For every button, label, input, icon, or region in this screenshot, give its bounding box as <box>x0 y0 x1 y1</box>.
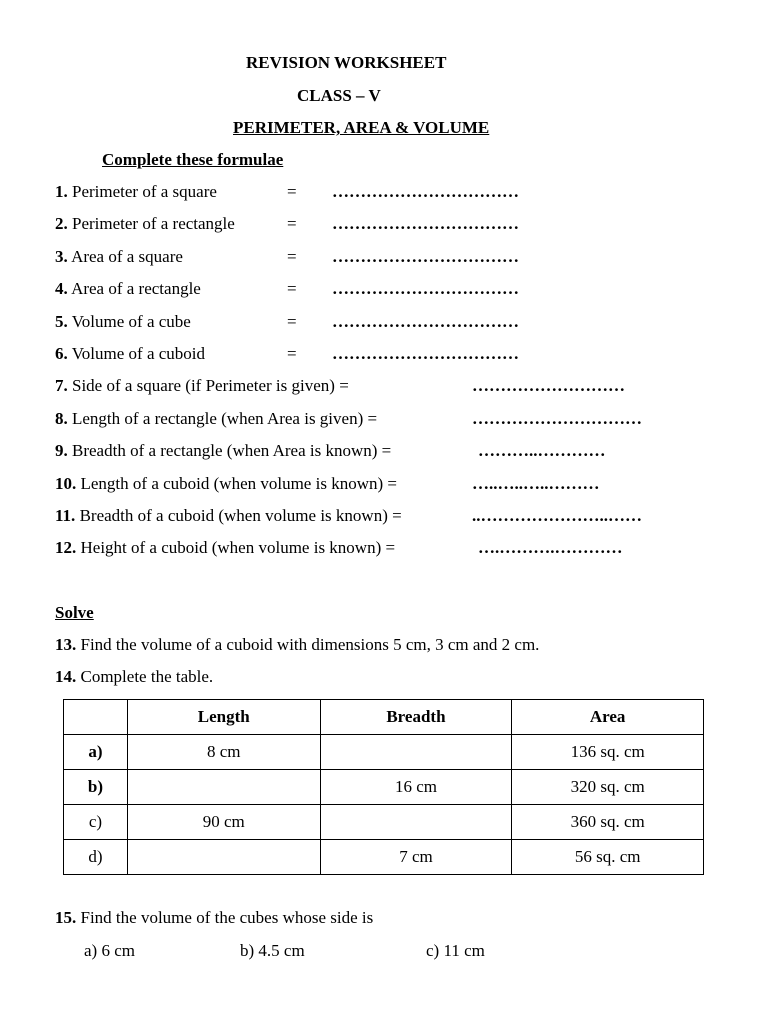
row-label: a) <box>64 735 128 770</box>
item-text: Length of a rectangle (when Area is given) = <box>72 409 378 428</box>
question-text: Complete the table. <box>80 667 214 686</box>
equals-sign: = <box>287 279 297 298</box>
answer-blank: …………………………… <box>332 247 519 266</box>
equals-sign: = <box>287 214 297 233</box>
table-header-cell <box>64 700 128 735</box>
answer-blank: ….……….………… <box>478 538 623 557</box>
equals-sign: = <box>287 247 297 266</box>
answer-blank: …………………………… <box>332 182 519 201</box>
formula-item <box>55 279 201 299</box>
formula-item <box>55 474 397 494</box>
equals-sign: = <box>287 182 297 201</box>
table-header-cell: Breadth <box>320 700 512 735</box>
item-number: 10. <box>55 474 77 493</box>
answer-blank: …………………………… <box>332 344 519 363</box>
item-text: Side of a square (if Perimeter is given) = <box>72 376 349 395</box>
topic-title: PERIMETER, AREA & VOLUME <box>233 118 490 137</box>
item-text: Area of a rectangle <box>71 279 201 298</box>
option-c: c) 11 cm <box>426 941 485 960</box>
answer-blank: ……………………… <box>472 376 625 395</box>
item-text: Breadth of a cuboid (when volume is known) = <box>79 506 402 525</box>
formula-item <box>55 182 217 202</box>
breadth-cell: 7 cm <box>320 840 512 875</box>
area-cell: 360 sq. cm <box>512 805 704 840</box>
length-cell <box>127 840 320 875</box>
breadth-cell <box>320 805 512 840</box>
formula-item <box>55 538 395 558</box>
question-number: 13. <box>55 635 77 654</box>
length-cell: 8 cm <box>127 735 320 770</box>
class-label: CLASS – V <box>297 86 381 105</box>
worksheet-title: REVISION WORKSHEET <box>246 53 447 72</box>
item-number: 3. <box>55 247 68 266</box>
length-cell: 90 cm <box>127 805 320 840</box>
breadth-cell <box>320 735 512 770</box>
option-b: b) 4.5 cm <box>240 941 305 960</box>
table-row <box>64 735 704 770</box>
section-heading-solve: Solve <box>55 603 94 622</box>
table-header-cell: Area <box>512 700 704 735</box>
item-number: 6. <box>55 344 68 363</box>
question-15 <box>55 908 373 928</box>
table-header-cell: Length <box>127 700 320 735</box>
option-a: a) 6 cm <box>84 941 135 960</box>
item-text: Area of a square <box>71 247 183 266</box>
question-text: Find the volume of a cuboid with dimensions 5 cm, 3 cm and 2 cm. <box>80 635 540 654</box>
formula-item <box>55 441 391 461</box>
question-text: Find the volume of the cubes whose side is <box>80 908 374 927</box>
answer-blank: ………..………… <box>478 441 606 460</box>
item-text: Perimeter of a rectangle <box>72 214 235 233</box>
table-header-row <box>64 700 704 735</box>
formula-item <box>55 312 191 332</box>
answer-blank: …………………………… <box>332 214 519 233</box>
item-number: 7. <box>55 376 68 395</box>
table-row <box>64 770 704 805</box>
row-label: d) <box>64 840 128 875</box>
question-14 <box>55 667 213 687</box>
item-number: 5. <box>55 312 68 331</box>
section-heading-formulae: Complete these formulae <box>102 150 284 169</box>
table-row <box>64 840 704 875</box>
rectangle-table <box>63 699 704 875</box>
formula-item <box>55 376 349 396</box>
equals-sign: = <box>287 312 297 331</box>
area-cell: 320 sq. cm <box>512 770 704 805</box>
formula-item <box>55 409 377 429</box>
answer-blank: ..…………………..…… <box>472 506 642 525</box>
formula-item <box>55 506 402 526</box>
formula-item <box>55 214 235 234</box>
item-number: 1. <box>55 182 68 201</box>
item-text: Height of a cuboid (when volume is known) = <box>80 538 396 557</box>
equals-sign: = <box>287 344 297 363</box>
item-text: Volume of a cube <box>71 312 191 331</box>
row-label: c) <box>64 805 128 840</box>
breadth-cell: 16 cm <box>320 770 512 805</box>
item-number: 4. <box>55 279 68 298</box>
formula-item <box>55 344 205 364</box>
item-text: Volume of a cuboid <box>71 344 206 363</box>
formula-item <box>55 247 183 267</box>
answer-blank: …………………………… <box>332 279 519 298</box>
answer-blank: ………………………… <box>472 409 642 428</box>
item-text: Length of a cuboid (when volume is known) = <box>80 474 397 493</box>
item-number: 2. <box>55 214 68 233</box>
table-row <box>64 805 704 840</box>
length-cell <box>127 770 320 805</box>
area-cell: 56 sq. cm <box>512 840 704 875</box>
question-13 <box>55 635 539 655</box>
item-text: Breadth of a rectangle (when Area is known) = <box>72 441 392 460</box>
row-label: b) <box>64 770 128 805</box>
item-text: Perimeter of a square <box>72 182 217 201</box>
answer-blank: …………………………… <box>332 312 519 331</box>
answer-blank: …..…..…..……… <box>472 474 600 493</box>
item-number: 12. <box>55 538 77 557</box>
item-number: 8. <box>55 409 68 428</box>
area-cell: 136 sq. cm <box>512 735 704 770</box>
question-number: 14. <box>55 667 77 686</box>
question-number: 15. <box>55 908 77 927</box>
item-number: 11. <box>55 506 76 525</box>
item-number: 9. <box>55 441 68 460</box>
